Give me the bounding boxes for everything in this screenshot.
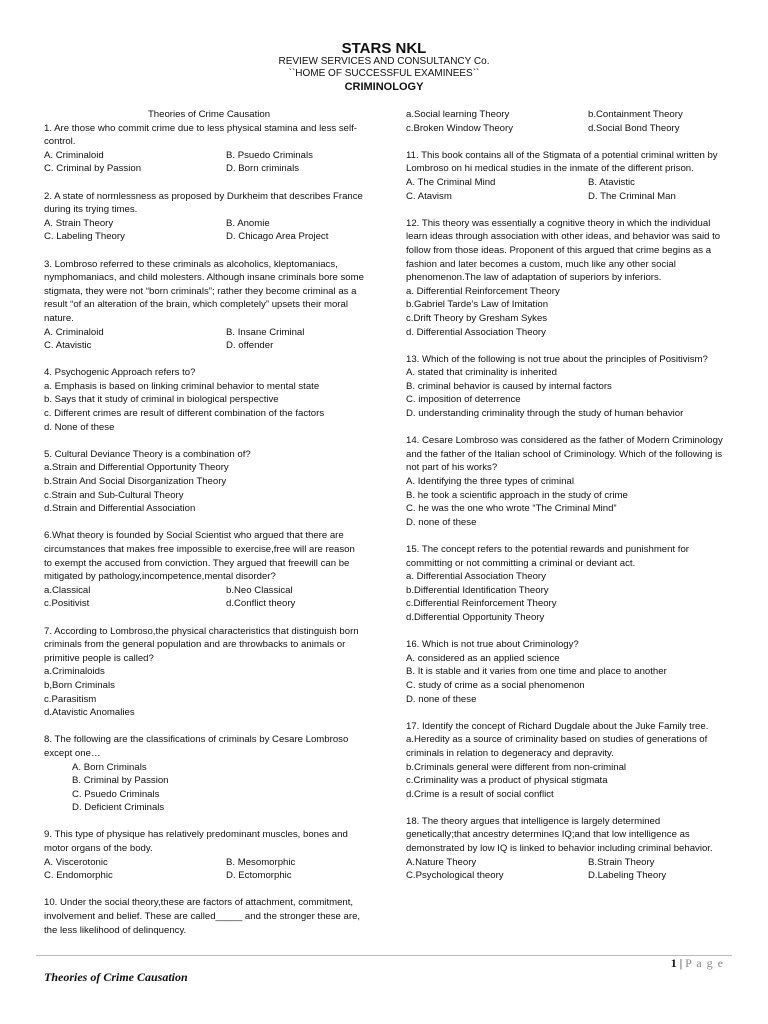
- question-text: 7. According to Lombroso,the physical characteristics that distinguish born criminals from the general population and are throwbacks to animals or primitive people is called?: [44, 625, 359, 664]
- option: C. he was the one who wrote “The Criminal Mind”: [406, 503, 617, 515]
- option: b.Strain And Social Disorganization Theory: [44, 476, 227, 488]
- question-text: 18. The theory argues that intelligence is largely determined genetically;that ancestry determines IQ;and that low intelligence as demonstrated by low IQ is linked to behavior including criminal behavior.: [406, 815, 713, 855]
- option: D.Labeling Theory: [588, 870, 667, 882]
- option: c.Differential Reinforcement Theory: [406, 598, 557, 610]
- question-2: [44, 190, 364, 244]
- option: B. he took a scientific approach in the study of crime: [406, 489, 628, 501]
- option: C. Psuedo Criminals: [72, 788, 160, 800]
- question-text: 10. Under the social theory,these are factors of attachment, commitment, involvement and belief. These are called_____ and the stronger these are, the less likelihood of delinquency.: [44, 897, 361, 936]
- question-text: 15. The concept refers to the potential rewards and punishment for committing or not committing a criminal or deviant act.: [406, 544, 690, 569]
- option: D. Born criminals: [226, 163, 300, 175]
- option: d.Differential Opportunity Theory: [406, 611, 545, 623]
- option: D. Deficient Criminals: [72, 802, 165, 814]
- option: B.Strain Theory: [588, 856, 655, 868]
- question-6: [44, 529, 364, 611]
- option: c.Criminality was a product of physical stigmata: [406, 775, 608, 787]
- question-3: [44, 258, 364, 353]
- option: B. criminal behavior is caused by internal factors: [406, 380, 612, 392]
- question-text: 12. This theory was essentially a cognitive theory in which the individual learn ideas through association with other ideas, and behavior was said to follow from those ideas. Proponent of this argued that crime begins as a fashion and later becomes a custom, much like any other social phenomenon.The law of adaptation of superiors by inferiors.: [406, 217, 721, 284]
- option: a.Strain and Differential Opportunity Theory: [44, 462, 229, 474]
- question-text: 1. Are those who commit crime due to less physical stamina and less self-control.: [44, 122, 357, 148]
- question-text: 16. Which is not true about Criminology?: [406, 639, 579, 651]
- question-text: 2. A state of normlessness as proposed by Durkheim that describes France during its trying times.: [44, 190, 363, 216]
- question-10-options: [406, 108, 726, 135]
- option: D. understanding criminality through the study of human behavior: [406, 408, 684, 420]
- option: B. Insane Criminal: [226, 326, 305, 338]
- option: c.Positivist: [44, 598, 90, 610]
- option: B. Mesomorphic: [226, 856, 296, 868]
- option: a.Classical: [44, 584, 91, 596]
- option: C. Atavistic: [44, 340, 92, 352]
- company-tagline: ``HOME OF SUCCESSFUL EXAMINEES``: [288, 68, 480, 79]
- subject-title: CRIMINOLOGY: [344, 81, 424, 93]
- question-11: [406, 149, 726, 203]
- option: D. none of these: [406, 516, 477, 528]
- question-18: [406, 815, 726, 883]
- question-1: [44, 122, 364, 176]
- option: a.Criminaloids: [44, 666, 105, 678]
- option: b.Criminals general were different from non-criminal: [406, 761, 627, 773]
- option: b.Containment Theory: [588, 109, 683, 120]
- option: a.Heredity as a source of criminality based on studies of generations of criminals in relation to degeneracy and depravity.: [406, 734, 708, 759]
- option: A. The Criminal Mind: [406, 176, 496, 188]
- question-7: [44, 625, 364, 720]
- option: D. offender: [226, 340, 274, 352]
- option: C. Labeling Theory: [44, 231, 125, 243]
- footer-divider: [36, 955, 732, 956]
- question-text: 5. Cultural Deviance Theory is a combination of?: [44, 448, 251, 460]
- left-column: [44, 108, 364, 937]
- question-8: [44, 733, 364, 815]
- right-column: [406, 108, 726, 883]
- question-16: [406, 638, 726, 706]
- option: b,Born Criminals: [44, 679, 115, 691]
- question-5: [44, 448, 364, 516]
- option: A. Viscerotonic: [44, 856, 108, 868]
- page-number-value: 1: [670, 956, 677, 970]
- option: A. Criminaloid: [44, 149, 104, 161]
- option: A. Criminaloid: [44, 326, 104, 338]
- option: c.Strain and Sub-Cultural Theory: [44, 489, 184, 501]
- option: D. The Criminal Man: [588, 190, 676, 202]
- option: c.Drift Theory by Gresham Sykes: [406, 312, 548, 324]
- option: A. considered as an applied science: [406, 652, 560, 664]
- option: d.Social Bond Theory: [588, 122, 680, 134]
- question-text: 8. The following are the classifications of criminals by Cesare Lombroso except one…: [44, 734, 349, 759]
- option: a. Emphasis is based on linking criminal behavior to mental state: [44, 380, 320, 392]
- page-number: [671, 956, 724, 971]
- question-17: [406, 720, 726, 802]
- option: d.Strain and Differential Association: [44, 503, 196, 515]
- option: D. none of these: [406, 693, 477, 705]
- question-text: 11. This book contains all of the Stigmata of a potential criminal written by Lombroso on hi medical studies in the inmate of the different prison.: [406, 149, 718, 175]
- option: B. Atavistic: [588, 176, 635, 188]
- option: B. It is stable and it varies from one time and place to another: [406, 666, 667, 678]
- option: A. Strain Theory: [44, 217, 114, 229]
- option: A. Identifying the three types of criminal: [406, 476, 574, 488]
- section-title: Theories of Crime Causation: [147, 109, 271, 120]
- page-label: P a g e: [685, 956, 724, 970]
- option: d. None of these: [44, 421, 115, 433]
- option: d.Atavistic Anomalies: [44, 707, 135, 719]
- company-name: REVIEW SERVICES AND CONSULTANCY Co.: [278, 56, 490, 67]
- option: b.Differential Identification Theory: [406, 584, 549, 596]
- option: C.Psychological theory: [406, 870, 504, 882]
- option: a. Differential Reinforcement Theory: [406, 285, 560, 297]
- option: C. study of crime as a social phenomenon: [406, 679, 585, 691]
- option: A. Born Criminals: [72, 761, 147, 773]
- option: d.Conflict theory: [226, 598, 296, 610]
- option: C. Endomorphic: [44, 870, 113, 882]
- question-text: 13. Which of the following is not true about the principles of Positivism?: [406, 353, 708, 365]
- option: c.Broken Window Theory: [406, 122, 513, 134]
- option: A.Nature Theory: [406, 856, 477, 868]
- question-9: [44, 828, 364, 882]
- option: C. Criminal by Passion: [44, 163, 142, 175]
- question-text: 3. Lombroso referred to these criminals as alcoholics, kleptomaniacs, nymphomaniacs, and child molesters. Although insane criminals bore some stigmata, they were not “born criminals”; rather they become criminal as a result “of an alteration of the brain, which completely” upsets their moral nature.: [44, 258, 364, 324]
- question-text: 6.What theory is founded by Social Scientist who argued that there are circumstances that makes free impossible to exercise,free will are reason to exempt the accused from conviction. They argued that freewill can be mitigated by pathology,incompetence,mental disorder?: [44, 530, 355, 583]
- question-text: 4. Psychogenic Approach refers to?: [44, 367, 196, 379]
- option: b. Says that it study of criminal in biological perspective: [44, 394, 279, 406]
- option: d.Crime is a result of social conflict: [406, 788, 554, 800]
- option: b.Neo Classical: [226, 584, 293, 596]
- question-14: [406, 434, 726, 529]
- question-text: 17. Identify the concept of Richard Dugdale about the Juke Family tree.: [406, 720, 709, 732]
- option: D. Chicago Area Project: [226, 231, 329, 243]
- option: a.Social learning Theory: [406, 109, 510, 120]
- question-12: [406, 217, 726, 339]
- question-4: [44, 366, 364, 434]
- option: a. Differential Association Theory: [406, 571, 546, 583]
- option: C. imposition of deterrence: [406, 394, 521, 406]
- option: B. Psuedo Criminals: [226, 149, 313, 161]
- option: b.Gabriel Tarde’s Law of Imitation: [406, 299, 549, 311]
- page-separator: |: [676, 956, 686, 970]
- option: D. Ectomorphic: [226, 870, 292, 882]
- option: d. Differential Association Theory: [406, 326, 546, 338]
- option: B. Anomie: [226, 217, 270, 229]
- question-text: 9. This type of physique has relatively predominant muscles, bones and motor organs of the body.: [44, 829, 348, 855]
- option: c.Parasitism: [44, 693, 97, 705]
- option: B. Criminal by Passion: [72, 775, 169, 787]
- option: c. Different crimes are result of different combination of the factors: [44, 408, 325, 420]
- question-15: [406, 543, 726, 625]
- question-13: [406, 353, 726, 421]
- document-title: STARS NKL: [341, 40, 427, 57]
- question-10: [44, 896, 364, 937]
- footer-title: Theories of Crime Causation: [44, 970, 188, 984]
- option: A. stated that criminality is inherited: [406, 367, 557, 379]
- question-text: 14. Cesare Lombroso was considered as the father of Modern Criminology and the father of the Italian school of Criminology. Which of the following is not part of his works?: [406, 435, 723, 474]
- option: C. Atavism: [406, 190, 452, 202]
